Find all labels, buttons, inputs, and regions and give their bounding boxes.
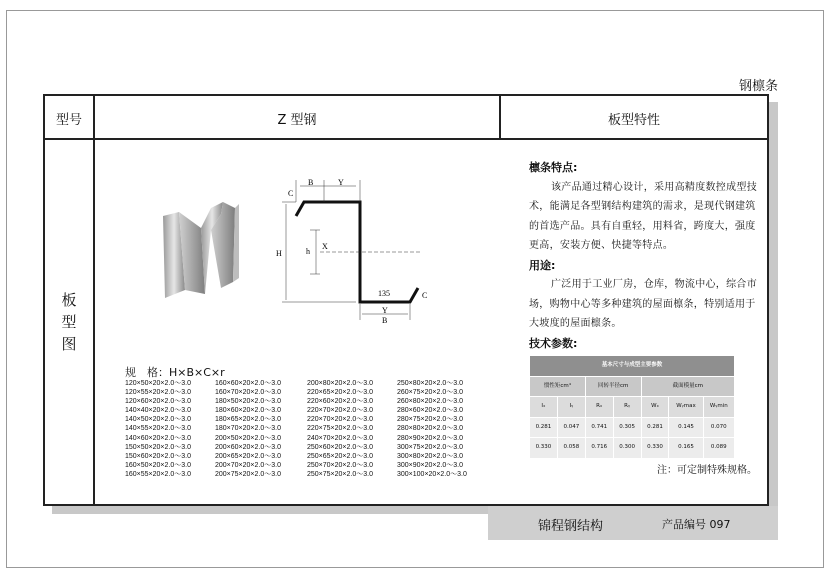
spec-item: 250×75×20×2.0～3.0 (307, 470, 373, 478)
spec-item: 120×50×20×2.0～3.0 (125, 380, 191, 387)
dim-c-bottom: C (422, 291, 428, 300)
param-table-title: 基本尺寸与成型主要参数 (530, 356, 735, 377)
spec-item: 200×50×20×2.0～3.0 (215, 434, 281, 442)
spec-item: 220×65×20×2.0～3.0 (307, 389, 373, 397)
param-sub: Wᵧmax (669, 397, 703, 418)
dim-angle: 135 (378, 289, 390, 298)
header-name: Z 型钢 (277, 112, 317, 128)
table-cell: 0.165 (669, 438, 703, 459)
spec-item: 180×50×20×2.0～3.0 (215, 398, 281, 406)
dim-h-small: h (306, 247, 310, 256)
brand-name: 锦程钢结构 (538, 519, 604, 534)
spec-item: 250×80×20×2.0～3.0 (397, 380, 463, 387)
table-cell: 0.047 (557, 417, 585, 438)
features-panel (529, 158, 757, 480)
spec-item: 180×65×20×2.0～3.0 (215, 416, 281, 424)
table-row (530, 438, 735, 459)
custom-note: 注：可定制特殊规格。 (657, 464, 757, 476)
table-cell: 0.716 (585, 438, 613, 459)
spec-column-2 (215, 379, 281, 479)
spec-item: 280×60×20×2.0～3.0 (397, 407, 463, 415)
spec-column-1 (125, 379, 191, 479)
spec-item: 240×70×20×2.0～3.0 (307, 434, 373, 442)
product-card (43, 94, 769, 506)
spec-item: 300×80×20×2.0～3.0 (397, 452, 463, 460)
param-sub: Iᵧ (557, 397, 585, 418)
spec-item: 220×60×20×2.0～3.0 (307, 398, 373, 406)
spec-item: 200×70×20×2.0～3.0 (215, 461, 281, 469)
table-cell: 0.058 (557, 438, 585, 459)
header-feature: 板型特性 (607, 112, 660, 128)
footer-bar (488, 506, 778, 540)
spec-item: 300×90×20×2.0～3.0 (397, 461, 463, 469)
param-sub: Iₓ (530, 397, 558, 418)
spec-item: 140×55×20×2.0～3.0 (125, 425, 191, 433)
table-cell: 0.330 (530, 438, 558, 459)
param-group: 回转半径cm (585, 376, 641, 397)
spec-item: 220×75×20×2.0～3.0 (307, 425, 373, 433)
left-divider (93, 96, 95, 504)
table-cell: 0.281 (641, 417, 669, 438)
spec-item: 160×70×20×2.0～3.0 (215, 389, 281, 397)
param-group: 惯性矩cm⁴ (530, 376, 586, 397)
left-label: 板型图 (61, 291, 77, 353)
spec-item: 150×60×20×2.0～3.0 (125, 452, 191, 460)
features-text: 该产品通过精心设计，采用高精度数控成型技术，能满足各型钢结构建筑的需求，是现代钢建筑的首选产品。具有自重轻，用料省，跨度大，强度更高，安装方便、快捷等特点。 (529, 181, 757, 251)
spec-item: 300×75×20×2.0～3.0 (397, 443, 463, 451)
dim-c-top: C (288, 189, 294, 198)
spec-item: 300×100×20×2.0～3.0 (397, 470, 467, 478)
param-sub: Wᵧmin (703, 397, 734, 418)
spec-column-3 (307, 379, 373, 479)
header-model: 型号 (55, 112, 82, 128)
spec-item: 280×75×20×2.0～3.0 (397, 416, 463, 424)
table-cell: 0.281 (530, 417, 558, 438)
spec-item: 160×55×20×2.0～3.0 (125, 470, 191, 478)
left-label-cell (45, 140, 93, 504)
product-code: 产品编号 097 (662, 518, 731, 531)
z-steel-photo (145, 194, 255, 304)
dim-b-bottom: B (382, 316, 388, 324)
dim-b-top: B (308, 178, 314, 187)
table-cell: 0.145 (669, 417, 703, 438)
table-cell: 0.300 (613, 438, 641, 459)
dim-x: X (322, 242, 328, 251)
section-drawing (270, 174, 430, 324)
dim-h-big: H (276, 249, 282, 258)
param-sub: Rᵧ (613, 397, 641, 418)
spec-item: 160×50×20×2.0～3.0 (125, 461, 191, 469)
param-table (529, 355, 735, 459)
spec-item: 140×50×20×2.0～3.0 (125, 416, 191, 424)
dim-y-top: Y (338, 178, 344, 187)
features-title: 檩条特点: (529, 161, 578, 174)
table-cell: 0.305 (613, 417, 641, 438)
spec-item: 250×70×20×2.0～3.0 (307, 461, 373, 469)
spec-item: 220×70×20×2.0～3.0 (307, 407, 373, 415)
spec-item: 140×60×20×2.0～3.0 (125, 434, 191, 442)
spec-item: 220×70×20×2.0～3.0 (307, 416, 373, 424)
spec-item: 200×75×20×2.0～3.0 (215, 470, 281, 478)
spec-item: 180×70×20×2.0～3.0 (215, 425, 281, 433)
table-cell: 0.741 (585, 417, 613, 438)
spec-item: 280×80×20×2.0～3.0 (397, 425, 463, 433)
table-cell: 0.089 (703, 438, 734, 459)
params-title: 技术参数: (529, 336, 578, 350)
usage-text: 广泛用于工业厂房，仓库，物流中心，综合市场，购物中心等多种建筑的屋面檩条，特别适用于大坡度的屋面檩条。 (529, 279, 757, 329)
spec-item: 260×80×20×2.0～3.0 (397, 398, 463, 406)
spec-item: 180×60×20×2.0～3.0 (215, 407, 281, 415)
param-group: 截面模量cm (641, 376, 734, 397)
spec-title: 规 格：H×B×C×r (125, 366, 225, 379)
table-cell: 0.330 (641, 438, 669, 459)
table-row (530, 417, 735, 438)
spec-item: 260×75×20×2.0～3.0 (397, 389, 463, 397)
spec-item: 250×65×20×2.0～3.0 (307, 452, 373, 460)
param-sub: Wₓ (641, 397, 669, 418)
category-label: 钢檩条 (738, 79, 778, 94)
spec-item: 160×60×20×2.0～3.0 (215, 380, 281, 387)
spec-item: 140×40×20×2.0～3.0 (125, 407, 191, 415)
spec-item: 280×90×20×2.0～3.0 (397, 434, 463, 442)
spec-item: 150×50×20×2.0～3.0 (125, 443, 191, 451)
spec-item: 200×60×20×2.0～3.0 (215, 443, 281, 451)
param-sub: Rₓ (585, 397, 613, 418)
dim-y-bottom: Y (382, 306, 388, 315)
spec-item: 200×80×20×2.0～3.0 (307, 380, 373, 387)
spec-item: 120×55×20×2.0～3.0 (125, 389, 191, 397)
table-cell: 0.070 (703, 417, 734, 438)
spec-item: 120×60×20×2.0～3.0 (125, 398, 191, 406)
spec-item: 250×60×20×2.0～3.0 (307, 443, 373, 451)
spec-column-4 (397, 379, 467, 479)
spec-item: 200×65×20×2.0～3.0 (215, 452, 281, 460)
usage-title: 用途: (529, 258, 556, 272)
